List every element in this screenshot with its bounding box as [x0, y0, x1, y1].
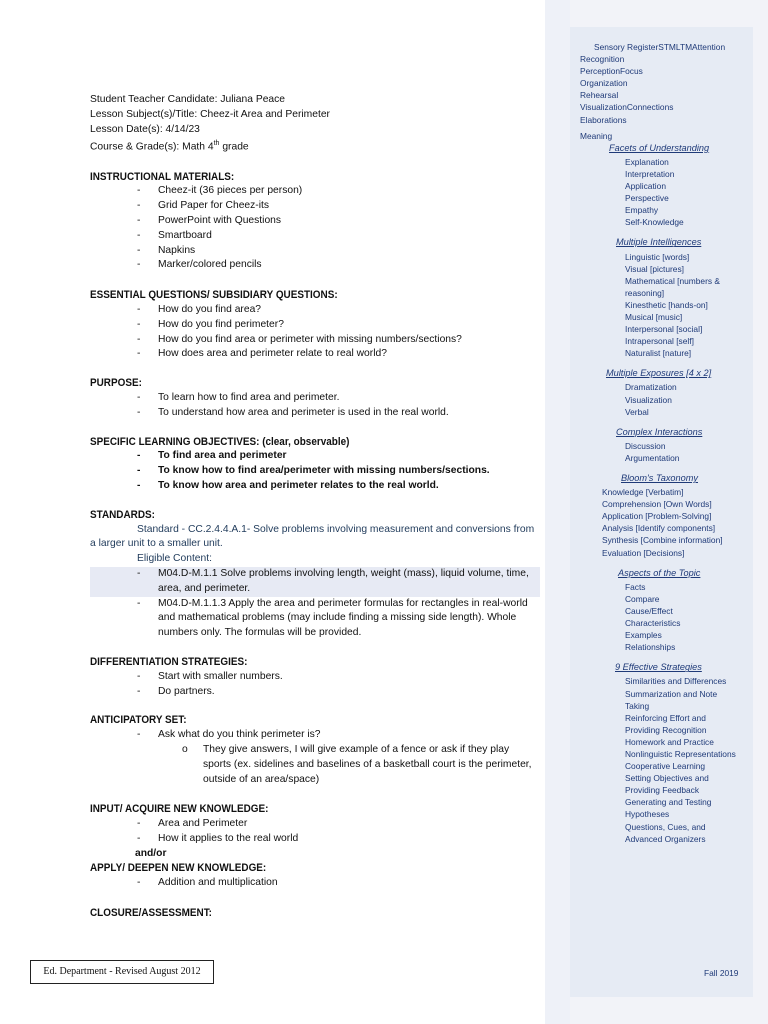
course-suffix: grade [219, 141, 249, 153]
sidebar-item: Generating and Testing [625, 797, 712, 808]
footer-revision-box: Ed. Department - Revised August 2012 [30, 960, 214, 984]
sidebar-item: Mathematical [numbers & [625, 275, 720, 286]
sidebar-heading-aspects: Aspects of the Topic [618, 567, 701, 578]
objectives-section [90, 435, 540, 494]
sidebar-item: Dramatization [625, 382, 677, 393]
list-item: - Smartboard [90, 229, 540, 244]
subject-line: Lesson Subject(s)/Title: Cheez-it Area and Perimeter [90, 108, 330, 120]
list-item: - How do you find perimeter? [90, 318, 540, 333]
sidebar-item: Examples [625, 630, 662, 641]
sidebar-item: Elaborations [580, 114, 627, 125]
list-item: - Addition and multiplication [90, 876, 540, 891]
sidebar-item: Recognition [580, 54, 625, 65]
sidebar-item: Relationships [625, 642, 676, 653]
list-item: - How do you find area? [90, 303, 540, 318]
closure-section [90, 906, 540, 921]
anticipatory-title: ANTICIPATORY SET: [90, 714, 187, 727]
sidebar-item: Self-Knowledge [625, 217, 684, 228]
sidebar-item: Advanced Organizers [625, 833, 706, 844]
lesson-header [90, 93, 540, 156]
sidebar-item: Synthesis [Combine information] [602, 535, 723, 546]
list-item: - To know how to find area/perimeter with missing numbers/sections. [90, 464, 540, 479]
sidebar-item: Organization [580, 78, 628, 89]
list-item: - How do you find area or perimeter with missing numbers/sections? [90, 333, 540, 348]
sidebar-item: VisualizationConnections [580, 102, 674, 113]
input-title: INPUT/ ACQUIRE NEW KNOWLEDGE: [90, 803, 269, 816]
sidebar-item: Explanation [625, 156, 669, 167]
sidebar-item: Compare [625, 593, 660, 604]
sidebar-item: Interpretation [625, 168, 675, 179]
sidebar-learning-reference [580, 41, 750, 845]
sidebar-item: Knowledge [Verbatim] [602, 487, 684, 498]
list-item: - Start with smaller numbers. [90, 670, 540, 685]
objectives-title: SPECIFIC LEARNING OBJECTIVES: (clear, observable) [90, 435, 350, 448]
sidebar-item: Kinesthetic [hands-on] [625, 299, 708, 310]
list-item: - Cheez-it (36 pieces per person) [90, 184, 540, 199]
list-item: - To find area and perimeter [90, 449, 540, 464]
sidebar-heading-complex: Complex Interactions [616, 426, 703, 437]
and-or-label: and/or [135, 847, 167, 859]
sidebar-item: Similarities and Differences [625, 676, 727, 687]
sidebar-item: Empathy [625, 205, 659, 216]
sidebar-item: reasoning] [625, 287, 665, 298]
list-item: - How it applies to the real world [90, 832, 540, 847]
sidebar-item: Discussion [625, 440, 666, 451]
sidebar-item: Characteristics [625, 618, 681, 629]
sidebar-item: Rehearsal [580, 90, 619, 101]
sidebar-item: Application [625, 181, 666, 192]
course-line [90, 137, 540, 155]
course-prefix: Course & Grade(s): Math 4 [90, 141, 214, 153]
apply-title: APPLY/ DEEPEN NEW KNOWLEDGE: [90, 862, 267, 875]
list-item: - Do partners. [90, 685, 540, 700]
sidebar-item: Summarization and Note [625, 688, 718, 699]
purpose-title: PURPOSE: [90, 377, 142, 390]
sidebar-meaning: Meaning [580, 130, 613, 141]
list-item: - M04.D-M.1.1 Solve problems involving length, weight (mass), liquid volume, time, area, and perimeter. [90, 567, 540, 597]
differentiation-section [90, 655, 540, 699]
sidebar-item: Setting Objectives and [625, 773, 709, 784]
sidebar-heading-facets: Facets of Understanding [609, 142, 710, 153]
sidebar-item: Facts [625, 581, 646, 592]
sidebar-item: Comprehension [Own Words] [602, 499, 712, 510]
standard-continuation: a larger unit to a smaller unit. [90, 538, 223, 550]
sidebar-item: Providing Recognition [625, 724, 707, 735]
sidebar-item: Homework and Practice [625, 736, 714, 747]
list-item: - PowerPoint with Questions [90, 214, 540, 229]
sidebar-item: Cause/Effect [625, 605, 673, 616]
list-item: - To know how area and perimeter relates to the real world. [90, 479, 540, 494]
sidebar-item: Questions, Cues, and [625, 821, 706, 832]
sidebar-item: Linguistic [words] [625, 251, 690, 262]
apply-section [90, 861, 540, 891]
list-item: - M04.D-M.1.1.3 Apply the area and perimeter formulas for rectangles in real-world and mathematical problems (may include finding a missing side length). Whole numbers only. The formulas will be provided. [90, 597, 540, 641]
sidebar-item: Naturalist [nature] [625, 348, 692, 359]
candidate-line: Student Teacher Candidate: Juliana Peace [90, 94, 286, 105]
date-line: Lesson Date(s): 4/14/23 [90, 123, 200, 135]
list-item: - How does area and perimeter relate to real world? [90, 347, 540, 362]
list-item: - Marker/colored pencils [90, 258, 540, 273]
sidebar-item: Verbal [625, 406, 649, 417]
sidebar-item: Perspective [625, 193, 669, 204]
sidebar-item: Visual [pictures] [625, 263, 684, 274]
sidebar-item: Analysis [Identify components] [602, 523, 716, 534]
sidebar-heading-intelligences: Multiple Intelligences [616, 237, 702, 248]
sidebar-heading-exposures: Multiple Exposures [4 x 2] [606, 368, 712, 379]
differentiation-title: DIFFERENTIATION STRATEGIES: [90, 655, 248, 668]
course-sup: th [213, 140, 220, 148]
purpose-section [90, 376, 540, 420]
list-item: - To understand how area and perimeter is used in the real world. [90, 406, 540, 421]
sidebar-item: Evaluation [Decisions] [602, 547, 685, 558]
standards-title: STANDARDS: [90, 508, 155, 521]
instructional-title: INSTRUCTIONAL MATERIALS: [90, 170, 235, 183]
instructional-section [90, 170, 540, 274]
sub-list-item: o They give answers, I will give example of a fence or ask if they play sports (ex. sidelines and baselines of a basketball court is the perimeter, outside of an area/space) [90, 743, 540, 787]
list-item: - Area and Perimeter [90, 817, 540, 832]
sidebar-item: Application [Problem-Solving] [602, 511, 712, 522]
sidebar-heading-bloom: Bloom's Taxonomy [621, 473, 698, 483]
sidebar-item: Hypotheses [625, 809, 670, 820]
anticipatory-section [90, 713, 540, 787]
sidebar-item: Reinforcing Effort and [625, 712, 706, 723]
sidebar-heading-strategies: 9 Effective Strategies [615, 662, 702, 673]
eligible-content-label: Eligible Content: [137, 553, 212, 565]
sidebar-fall-label: Fall 2019 [704, 968, 739, 978]
sidebar-item: Intrapersonal [self] [625, 336, 694, 347]
input-section [90, 802, 540, 861]
sidebar-item: Argumentation [625, 452, 680, 463]
essential-section [90, 288, 540, 362]
list-item: - Grid Paper for Cheez-its [90, 199, 540, 214]
list-item: - Napkins [90, 244, 540, 259]
sidebar-item: PerceptionFocus [580, 66, 643, 77]
sidebar-item: Cooperative Learning [625, 761, 706, 772]
sidebar-top-line: Sensory RegisterSTMLTMAttention [594, 42, 726, 52]
standard-line: Standard - CC.2.4.4.A.1- Solve problems involving measurement and conversions from [137, 523, 535, 535]
list-item: - To learn how to find area and perimeter. [90, 391, 540, 406]
sidebar-item: Taking [625, 700, 650, 711]
sidebar-item: Musical [music] [625, 311, 683, 322]
list-item: - Ask what do you think perimeter is? [90, 728, 540, 743]
sidebar-item: Nonlinguistic Representations [625, 748, 736, 759]
sidebar-item: Providing Feedback [625, 785, 700, 796]
essential-title: ESSENTIAL QUESTIONS/ SUBSIDIARY QUESTIONS: [90, 289, 338, 302]
sidebar-item: Visualization [625, 394, 672, 405]
lesson-plan [90, 93, 540, 921]
standards-section [90, 508, 540, 641]
sidebar-item: Interpersonal [social] [625, 324, 703, 335]
closure-title: CLOSURE/ASSESSMENT: [90, 907, 212, 920]
